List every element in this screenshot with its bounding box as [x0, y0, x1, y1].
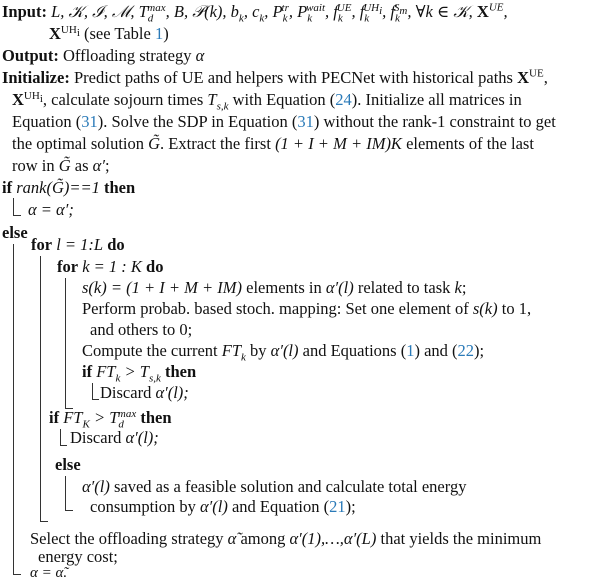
sk-line: s(k) = (1 + I + M + IM) elements in α′(l) related to task k; — [82, 278, 467, 297]
if-ftk-block-bar — [92, 383, 93, 399]
if-ftk-line: if $FT_k > T_{s,k}$ then — [82, 362, 197, 385]
discard-line-1: Discard α′(l); — [100, 383, 189, 402]
if-block-bar — [13, 198, 14, 215]
initialize-label: Initialize: — [2, 68, 70, 87]
for-l-block-end — [40, 521, 48, 522]
saved-line-1: α′(l) saved as a feasible solution and calculate total energy — [82, 477, 467, 496]
initialize-line-2: $X^{UH_i}$, calculate sojourn times $T_{s,k}$ with Equation (24). Initialize all matrices in — [12, 89, 522, 113]
final-assign-line: α = α̃. — [30, 565, 68, 581]
initialize-line-4: the optimal solution G̃. Extract the first (1 + I + M + IM)K elements of the last — [12, 134, 534, 153]
initialize-line-5: row in G̃ as α′; — [12, 156, 110, 175]
if-rank-line: if rank(G̃)==1 then — [2, 178, 136, 197]
equation-31-link[interactable]: 31 — [81, 112, 98, 131]
if-ftK-block-bar — [60, 429, 61, 445]
output-line: Output: Offloading strategy α — [2, 46, 205, 65]
assign-alpha-prime: α = α′; — [28, 200, 74, 219]
else-inner-block-end — [65, 510, 73, 511]
table-1-link[interactable]: 1 — [154, 24, 164, 43]
equation-22-link[interactable]: 22 — [457, 341, 475, 360]
else-block-end — [13, 574, 21, 575]
output-label: Output: — [2, 46, 59, 65]
select-line-2: energy cost; — [38, 547, 118, 566]
for-l-block-bar — [40, 256, 41, 521]
equation-21-link[interactable]: 21 — [329, 497, 346, 516]
saved-line-2: consumption by α′(l) and Equation (21); — [90, 497, 356, 516]
else-line: else — [2, 223, 28, 242]
input-parameters: L, 𝒦, ℐ, ℳ, $T_d^{max}$, B, 𝒫(k), $b_k$, $c_k$, $P_k^{tr}$, $P_k^{wait}$, $f_k^{UE}$, $f_k^{UH_i}$, $f_k^{S_m}$, ∀k ∈ 𝒦, $X^{UE}$, — [51, 1, 508, 25]
perform-line-1: Perform probab. based stoch. mapping: Set one element of s(k) to 1, — [82, 299, 532, 318]
if-ftK-line: if $FT_K > T_d^{max}$ then — [49, 407, 172, 431]
else-inner-line: else — [55, 455, 81, 474]
else-block-bar — [13, 244, 14, 574]
for-k-block-bar — [65, 278, 66, 408]
discard-line-2: Discard α′(l); — [70, 428, 159, 447]
equation-1-link[interactable]: 1 — [406, 341, 415, 360]
else-inner-block-bar — [65, 476, 66, 510]
input-label: Input: — [2, 2, 47, 21]
initialize-line-1: Initialize: Predict paths of UE and helpers with PECNet with historical paths $X^{UE}$, — [2, 67, 548, 87]
compute-line: Compute the current $FT_k$ by α′(l) and Equations (1) and (22); — [82, 341, 485, 364]
input-line-continued: $X^{UH_i}$ (see Table 1) — [49, 23, 169, 43]
equation-31-link-2[interactable]: 31 — [297, 112, 314, 131]
select-line-1: Select the offloading strategy α̃ among α′(1),…,α′(L) that yields the minimum — [30, 529, 542, 548]
if-block-end — [13, 215, 21, 216]
if-ftk-block-end — [92, 399, 99, 400]
if-ftK-block-end — [60, 445, 67, 446]
initialize-line-3: Equation (31). Solve the SDP in Equation (31) without the rank-1 constraint to get — [12, 112, 556, 131]
for-l-line: for l = 1:L do — [31, 235, 125, 254]
perform-line-2: and others to 0; — [90, 320, 193, 339]
input-line — [2, 1, 508, 25]
x-uh-var: X — [49, 24, 61, 43]
for-k-line: for k = 1 : K do — [57, 257, 164, 276]
equation-24-link[interactable]: 24 — [335, 90, 352, 109]
